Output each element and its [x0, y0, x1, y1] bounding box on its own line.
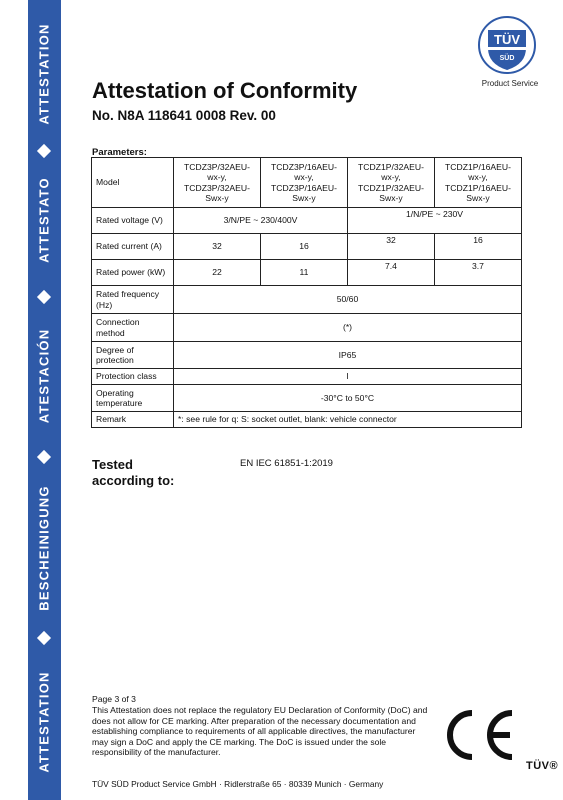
footer-block — [92, 694, 432, 758]
page-number: Page 3 of 3 — [92, 694, 136, 704]
logo-caption: Product Service — [481, 79, 539, 88]
row-label: Rated current (A) — [92, 234, 174, 260]
value-cell: 16 — [435, 234, 522, 260]
document-title: Attestation of Conformity — [92, 78, 358, 103]
row-label: Degree of protection — [92, 342, 174, 369]
tested-label — [92, 457, 174, 490]
table-row — [92, 369, 522, 385]
model-cell: TCDZ3P/16AEU-wx-y, TCDZ3P/16AEU-Swx-y — [261, 158, 348, 208]
tested-label-line: according to: — [92, 473, 175, 489]
diamond-icon — [37, 631, 51, 645]
row-label: Operating temperature — [92, 385, 174, 412]
table-row — [92, 286, 522, 314]
sidebar-word: ATTESTATION — [36, 23, 52, 125]
tested-label-line: Tested — [92, 457, 133, 472]
value-cell: IP65 — [174, 342, 522, 369]
table-row — [92, 342, 522, 369]
value-cell: I — [174, 369, 522, 385]
ce-mark-icon — [440, 707, 518, 763]
value-cell: 3.7 — [435, 260, 522, 286]
logo-text: TÜV — [494, 32, 520, 47]
footer-tuv-mark: TÜV® — [526, 760, 559, 772]
tuv-sud-logo — [478, 16, 536, 74]
table-row — [92, 158, 522, 208]
row-label: Rated frequency (Hz) — [92, 286, 174, 314]
value-cell: 3/N/PE ~ 230/400V — [174, 208, 348, 234]
row-label: Rated power (kW) — [92, 260, 174, 286]
value-cell: 11 — [261, 260, 348, 286]
parameters-label: Parameters: — [92, 147, 147, 158]
model-cell: TCDZ1P/32AEU-wx-y, TCDZ1P/32AEU-Swx-y — [348, 158, 435, 208]
diamond-icon — [37, 450, 51, 464]
value-cell: (*) — [174, 314, 522, 342]
table-row — [92, 260, 522, 286]
model-cell: TCDZ1P/16AEU-wx-y, TCDZ1P/16AEU-Swx-y — [435, 158, 522, 208]
diamond-icon — [37, 290, 51, 304]
model-cell: TCDZ3P/32AEU-wx-y, TCDZ3P/32AEU-Swx-y — [174, 158, 261, 208]
row-label: Model — [92, 158, 174, 208]
value-cell: 32 — [174, 234, 261, 260]
table-row — [92, 234, 522, 260]
value-cell: 1/N/PE ~ 230V — [348, 208, 522, 234]
tested-standard: EN IEC 61851-1:2019 — [240, 458, 333, 469]
table-row — [92, 412, 522, 428]
sidebar-band — [28, 0, 61, 800]
value-cell: 7.4 — [348, 260, 435, 286]
table-row — [92, 208, 522, 234]
row-label: Protection class — [92, 369, 174, 385]
value-cell: 50/60 — [174, 286, 522, 314]
value-cell: *: see rule for q: S: socket outlet, blank: vehicle connector — [174, 412, 522, 428]
sidebar-word: ATTESTATO — [36, 177, 52, 263]
sidebar-word: BESCHEINIGUNG — [36, 485, 52, 611]
row-label: Rated voltage (V) — [92, 208, 174, 234]
logo-subtext: SÜD — [499, 55, 515, 62]
diamond-icon — [37, 144, 51, 158]
table-row — [92, 314, 522, 342]
value-cell: 22 — [174, 260, 261, 286]
value-cell: -30°C to 50°C — [174, 385, 522, 412]
footer-address: TÜV SÜD Product Service GmbH · Ridlerstraße 65 · 80339 Munich · Germany — [92, 779, 384, 789]
disclaimer-text: This Attestation does not replace the regulatory EU Declaration of Conformity (DoC) and does not allow for CE marking. After preparation of the necessary documentation and establishing compliance to requirements of all applicable directives, the manufacturer may sign a DoC and apply the CE marking. The DoC is issued under the sole responsibility of the manufacturer. — [92, 705, 428, 758]
parameters-table — [91, 157, 522, 428]
sidebar-word: ATESTACIÓN — [36, 328, 52, 424]
table-row — [92, 385, 522, 412]
document-number: No. N8A 118641 0008 Rev. 00 — [92, 108, 276, 123]
value-cell: 16 — [261, 234, 348, 260]
row-label: Connection method — [92, 314, 174, 342]
row-label: Remark — [92, 412, 174, 428]
sidebar-word: ATTESTATION — [36, 671, 52, 773]
value-cell: 32 — [348, 234, 435, 260]
